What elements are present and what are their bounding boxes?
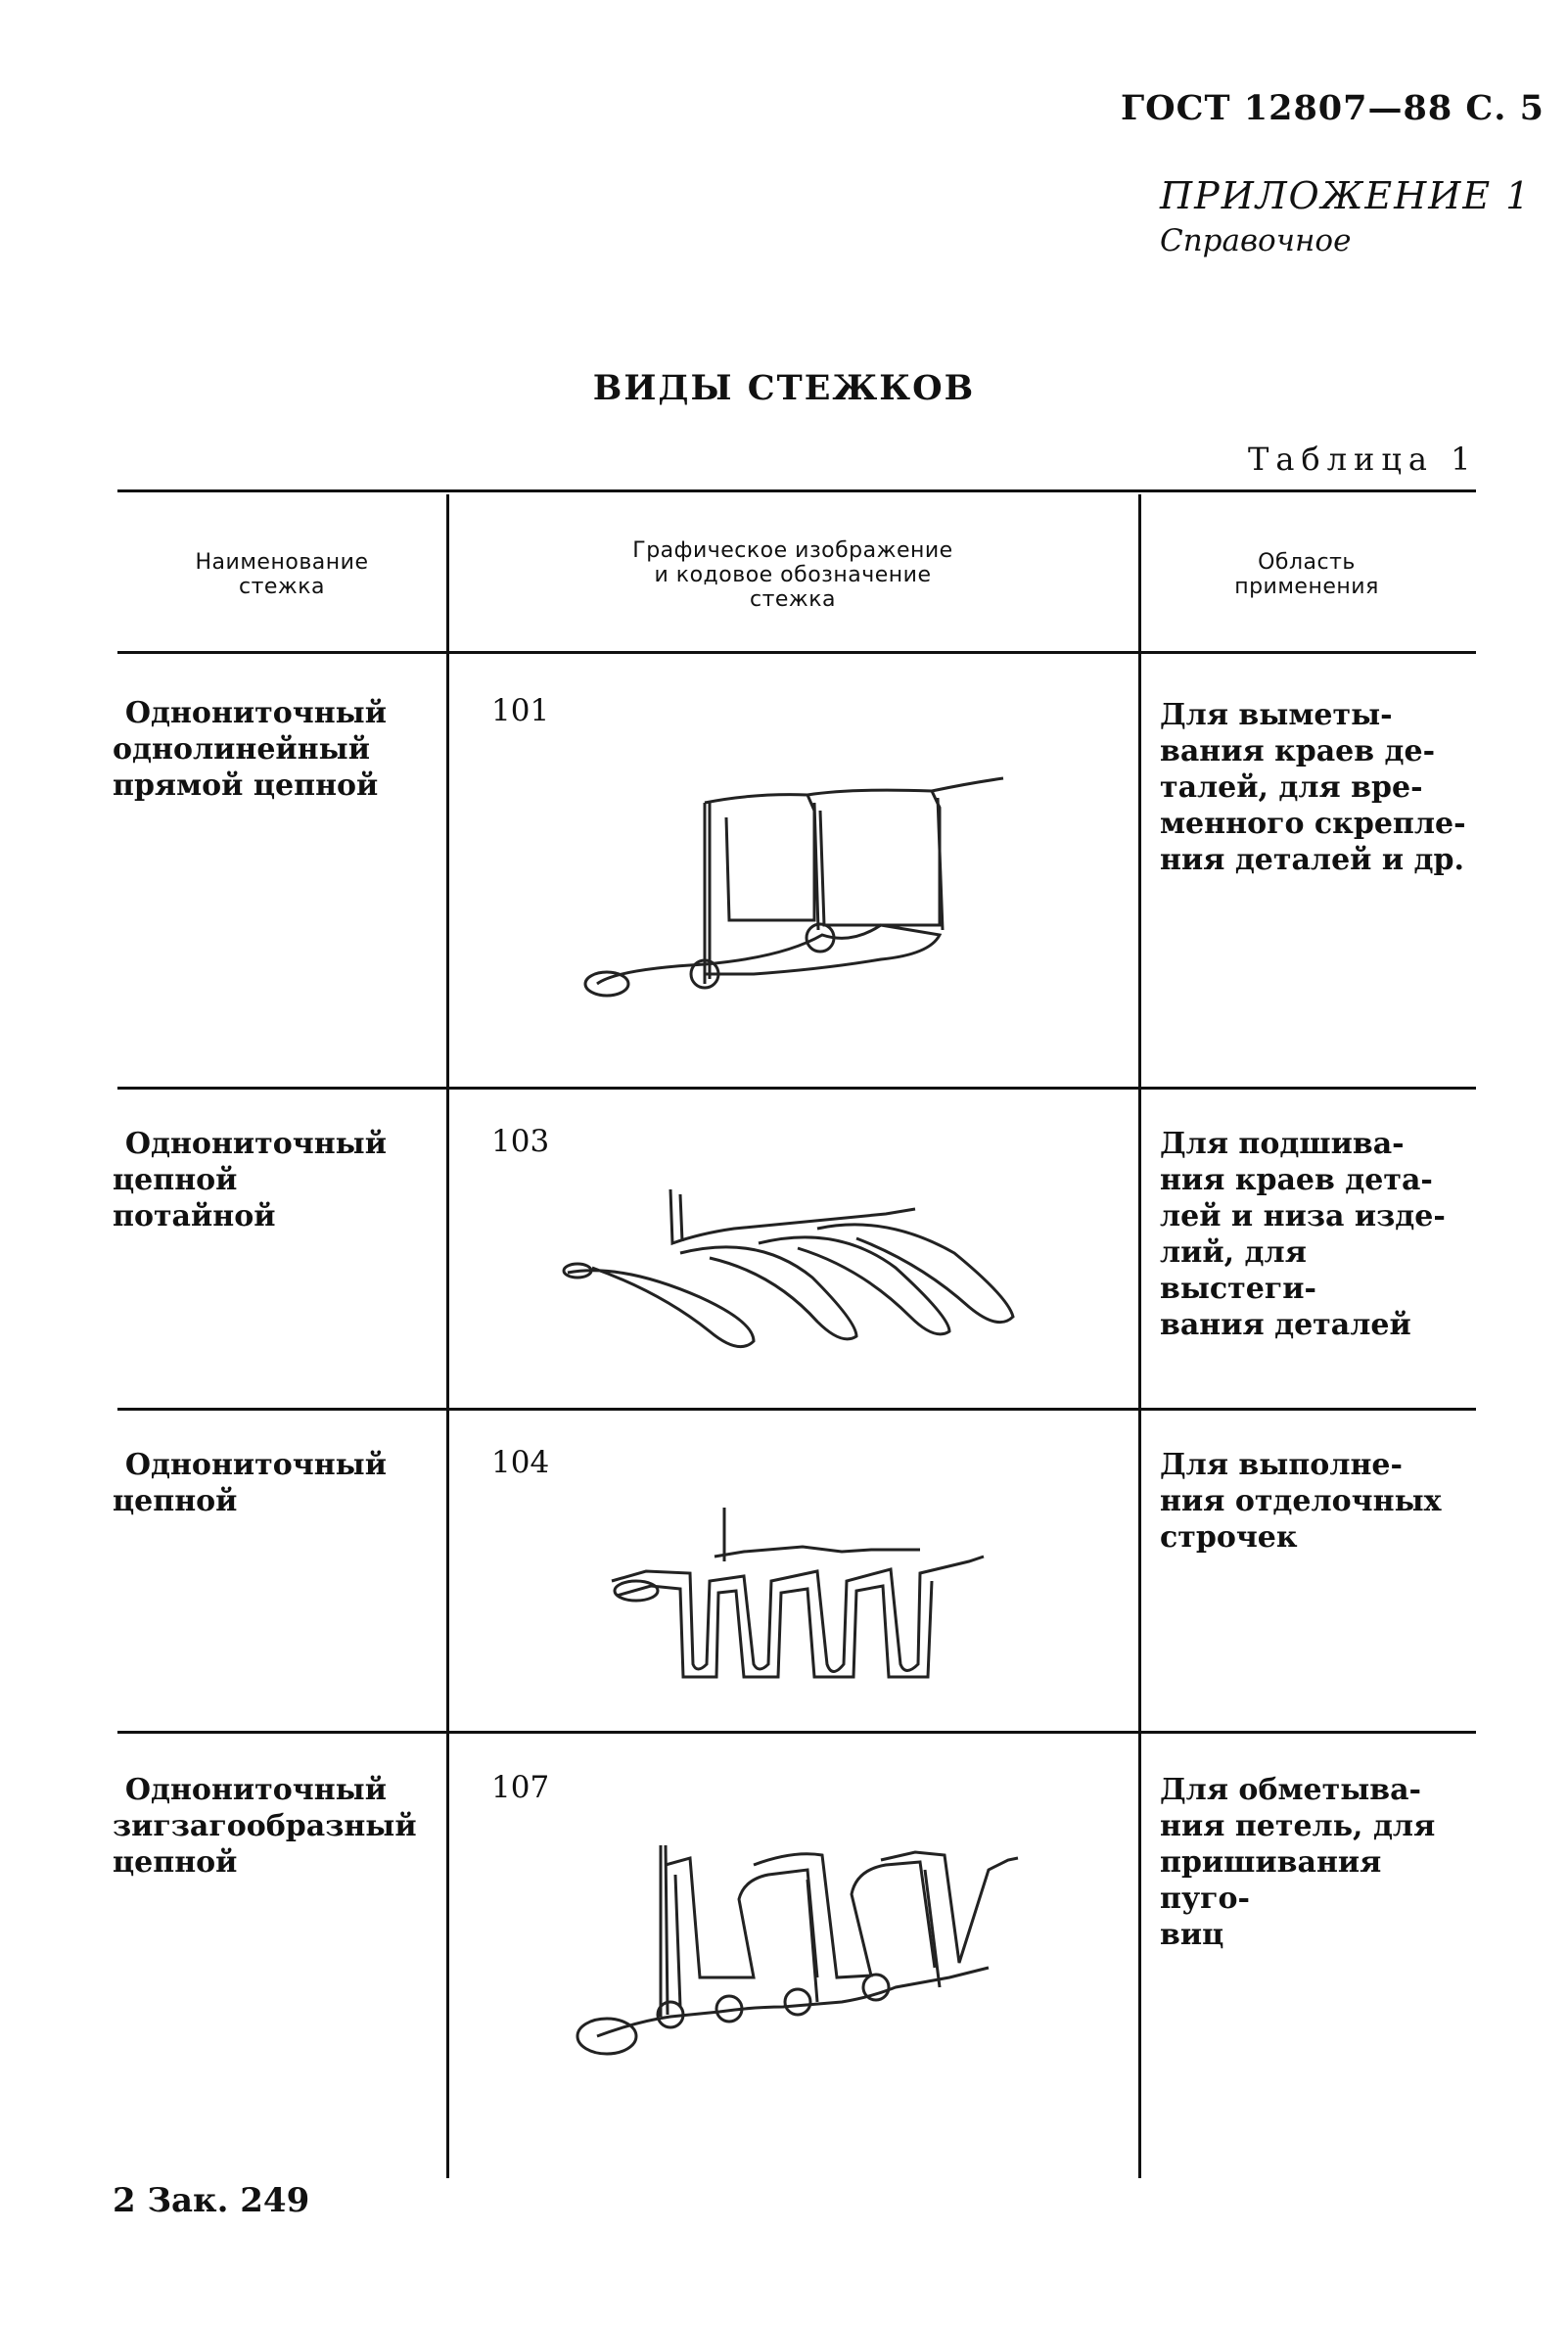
row-name-line: однолинейный xyxy=(113,732,370,767)
stitch-101-illustration xyxy=(558,764,1028,1018)
stitch-code: 103 xyxy=(491,1124,550,1159)
standard-code: ГОСТ 12807—88 С. 5 xyxy=(1121,88,1545,128)
row-name-line: прямой цепной xyxy=(113,768,379,803)
table-header-rule xyxy=(117,651,1476,654)
row-name-line: Однониточный xyxy=(124,1127,387,1161)
application-area: Для подшива- ния краев дета- лей и низа изде- лий, для выстеги- вания деталей xyxy=(1160,1127,1446,1342)
stitch-code: 104 xyxy=(491,1445,550,1480)
application-area: Для обметыва- ния петель, для пришивания пуго- виц xyxy=(1160,1773,1436,1952)
stitch-103-illustration xyxy=(563,1185,1052,1351)
column-divider xyxy=(446,494,449,2178)
table-row xyxy=(113,695,387,804)
row-divider xyxy=(117,1087,1476,1090)
table-row xyxy=(113,1126,387,1234)
row-name-line: цепной потайной xyxy=(113,1163,276,1233)
row-name-line: зигзагообразный xyxy=(113,1809,417,1843)
column-divider xyxy=(1138,494,1141,2178)
row-divider xyxy=(117,1408,1476,1411)
document-title: ВИДЫ СТЕЖКОВ xyxy=(592,368,976,408)
row-divider xyxy=(117,1731,1476,1734)
header-area-text: Область применения xyxy=(1234,550,1379,599)
table-row xyxy=(113,1447,387,1519)
table-label: Таблица 1 xyxy=(1248,441,1478,478)
header-graphic-text: Графическое изображение и кодовое обозначение стежка xyxy=(632,538,953,612)
stitch-code: 107 xyxy=(491,1770,550,1805)
row-name-line: цепной xyxy=(113,1484,238,1518)
appendix-type: Справочное xyxy=(1160,223,1352,258)
header-area xyxy=(1150,550,1463,599)
application-area: Для выполне- ния отделочных строчек xyxy=(1160,1448,1442,1555)
row-name-line: Однониточный xyxy=(124,696,387,730)
stitch-104-illustration xyxy=(607,1503,1038,1698)
header-graphic xyxy=(460,538,1126,612)
header-name xyxy=(127,550,437,599)
header-name-text: Наименование стежка xyxy=(195,550,369,599)
application-area: Для выметы- вания краев де- талей, для вре- менного скрепле- ния деталей и др. xyxy=(1160,698,1466,877)
row-name-line: Однониточный xyxy=(124,1448,387,1482)
table-top-rule xyxy=(117,489,1476,492)
row-name-line: цепной xyxy=(113,1845,238,1880)
row-name-line: Однониточный xyxy=(124,1773,387,1807)
appendix-title: ПРИЛОЖЕНИЕ 1 xyxy=(1160,174,1532,217)
page-footer: 2 Зак. 249 xyxy=(113,2181,310,2220)
table-row xyxy=(113,1772,417,1881)
stitch-code: 101 xyxy=(491,693,550,728)
stitch-107-illustration xyxy=(558,1840,1028,2085)
